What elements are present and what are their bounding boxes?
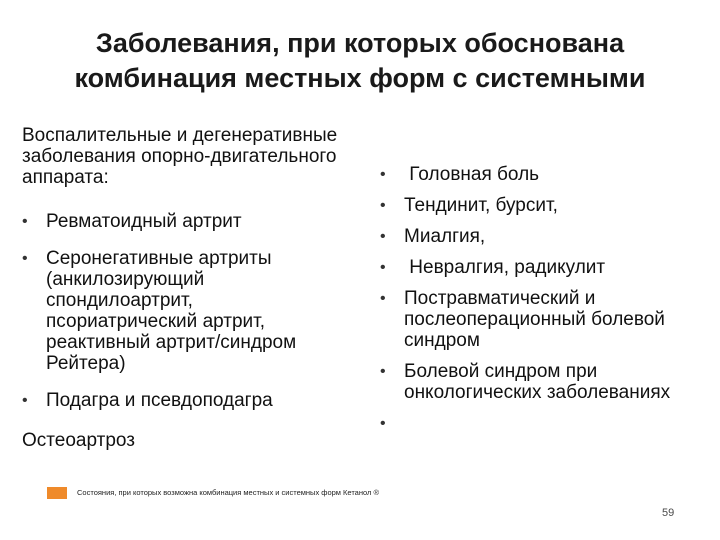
right-bullet-line: Головная боль (404, 164, 540, 185)
page-number: 59 (662, 507, 675, 519)
left-intro-line: Воспалительные и дегенеративные (22, 125, 338, 146)
right-bullet-headache (380, 164, 710, 185)
bullet-dot: • (380, 166, 386, 183)
bullet-dot: • (22, 392, 28, 409)
right-bullet-line: синдром (404, 330, 480, 351)
left-bullet-line: Подагра и псевдоподагра (46, 390, 273, 411)
right-bullet-posttraumatic (380, 288, 710, 351)
right-bullet-line: Невралгия, радикулит (404, 257, 606, 278)
bullet-dot: • (22, 250, 28, 267)
right-bullet-line: Тендинит, бурсит, (404, 195, 558, 216)
left-bullet-line: псориатрический артрит, (46, 311, 266, 332)
right-bullet-neuralgia (380, 257, 710, 278)
left-bullet-gout (22, 390, 372, 411)
left-intro (22, 125, 372, 188)
slide-title-line-2: комбинация местных форм с системными (74, 63, 646, 93)
left-bullet-line: Серонегативные артриты (46, 248, 272, 269)
left-bullet-line: спондилоартрит, (46, 290, 193, 311)
bullet-dot: • (380, 415, 386, 432)
left-column (22, 125, 372, 411)
footer-accent-box (47, 487, 67, 499)
bullet-dot: • (380, 197, 386, 214)
slide-title (0, 26, 720, 96)
left-bullet-line: (анкилозирующий (46, 269, 205, 290)
left-bullet-line: Рейтера) (46, 353, 126, 374)
left-bullet-line: Ревматоидный артрит (46, 211, 242, 232)
right-column (380, 164, 710, 432)
footer-caption: Состояния, при которых возможна комбинация местных и системных форм Кетанол ® (77, 488, 379, 497)
left-intro-line: заболевания опорно-двигательного (22, 146, 337, 167)
left-osteoarthrosis: Остеоартроз (22, 430, 135, 451)
right-bullet-myalgia (380, 226, 710, 247)
bullet-dot: • (380, 290, 386, 307)
right-bullet-line: Болевой синдром при (404, 361, 598, 382)
bullet-dot: • (380, 228, 386, 245)
left-bullet-rheumatoid (22, 211, 372, 232)
bullet-dot: • (380, 259, 386, 276)
left-bullet-seronegative (22, 248, 372, 374)
slide-title-line-1: Заболевания, при которых обоснована (95, 28, 625, 58)
right-bullet-line: онкологических заболеваниях (404, 382, 671, 403)
left-intro-line: аппарата: (22, 167, 109, 188)
left-bullet-line: реактивный артрит/синдром (46, 332, 297, 353)
right-bullet-line: Постравматический и (404, 288, 596, 309)
right-bullet-oncology (380, 361, 710, 403)
bullet-dot: • (22, 213, 28, 230)
right-bullet-tendinitis (380, 195, 710, 216)
right-bullet-line: Миалгия, (404, 226, 486, 247)
right-bullet-line: послеоперационный болевой (404, 309, 665, 330)
bullet-dot: • (380, 363, 386, 380)
